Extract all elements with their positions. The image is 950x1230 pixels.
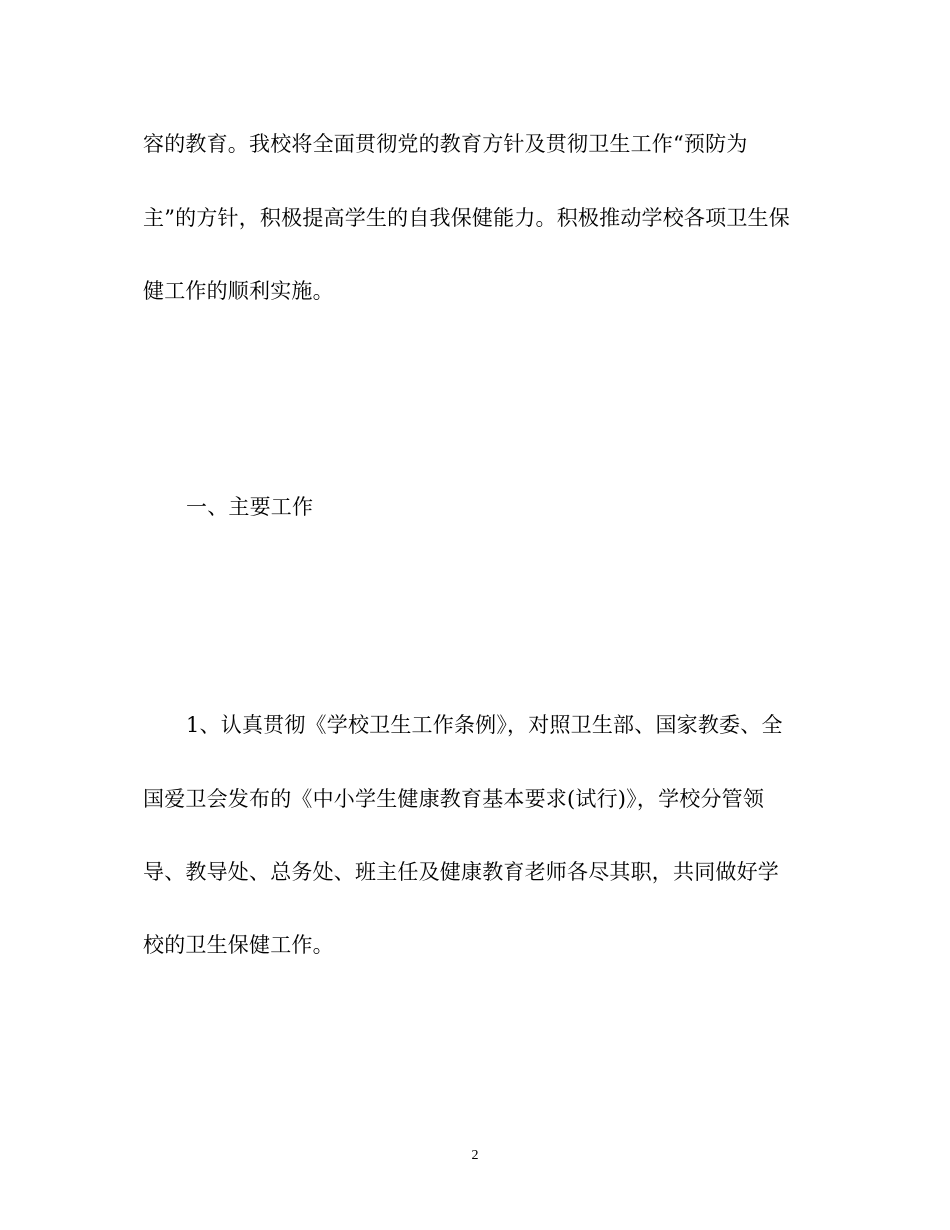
paragraph-line: 导、教导处、总务处、班主任及健康教育老师各尽其职，共同做好学 <box>143 860 779 884</box>
section-heading: 一、主要工作 <box>186 495 314 519</box>
paragraph-line: 校的卫生保健工作。 <box>143 933 334 957</box>
paragraph-line: 国爱卫会发布的《中小学生健康教育基本要求(试行)》，学校分管领 <box>143 787 765 811</box>
page-number: 2 <box>471 1148 479 1163</box>
paragraph-line: 主”的方针，积极提高学生的自我保健能力。积极推动学校各项卫生保 <box>143 206 790 230</box>
paragraph-line: 容的教育。我校将全面贯彻党的教育方针及贯彻卫生工作“预防为 <box>143 132 748 156</box>
paragraph-line: 健工作的顺利实施。 <box>143 279 334 303</box>
paragraph-line: 1、认真贯彻《学校卫生工作条例》，对照卫生部、国家教委、全 <box>186 713 783 737</box>
